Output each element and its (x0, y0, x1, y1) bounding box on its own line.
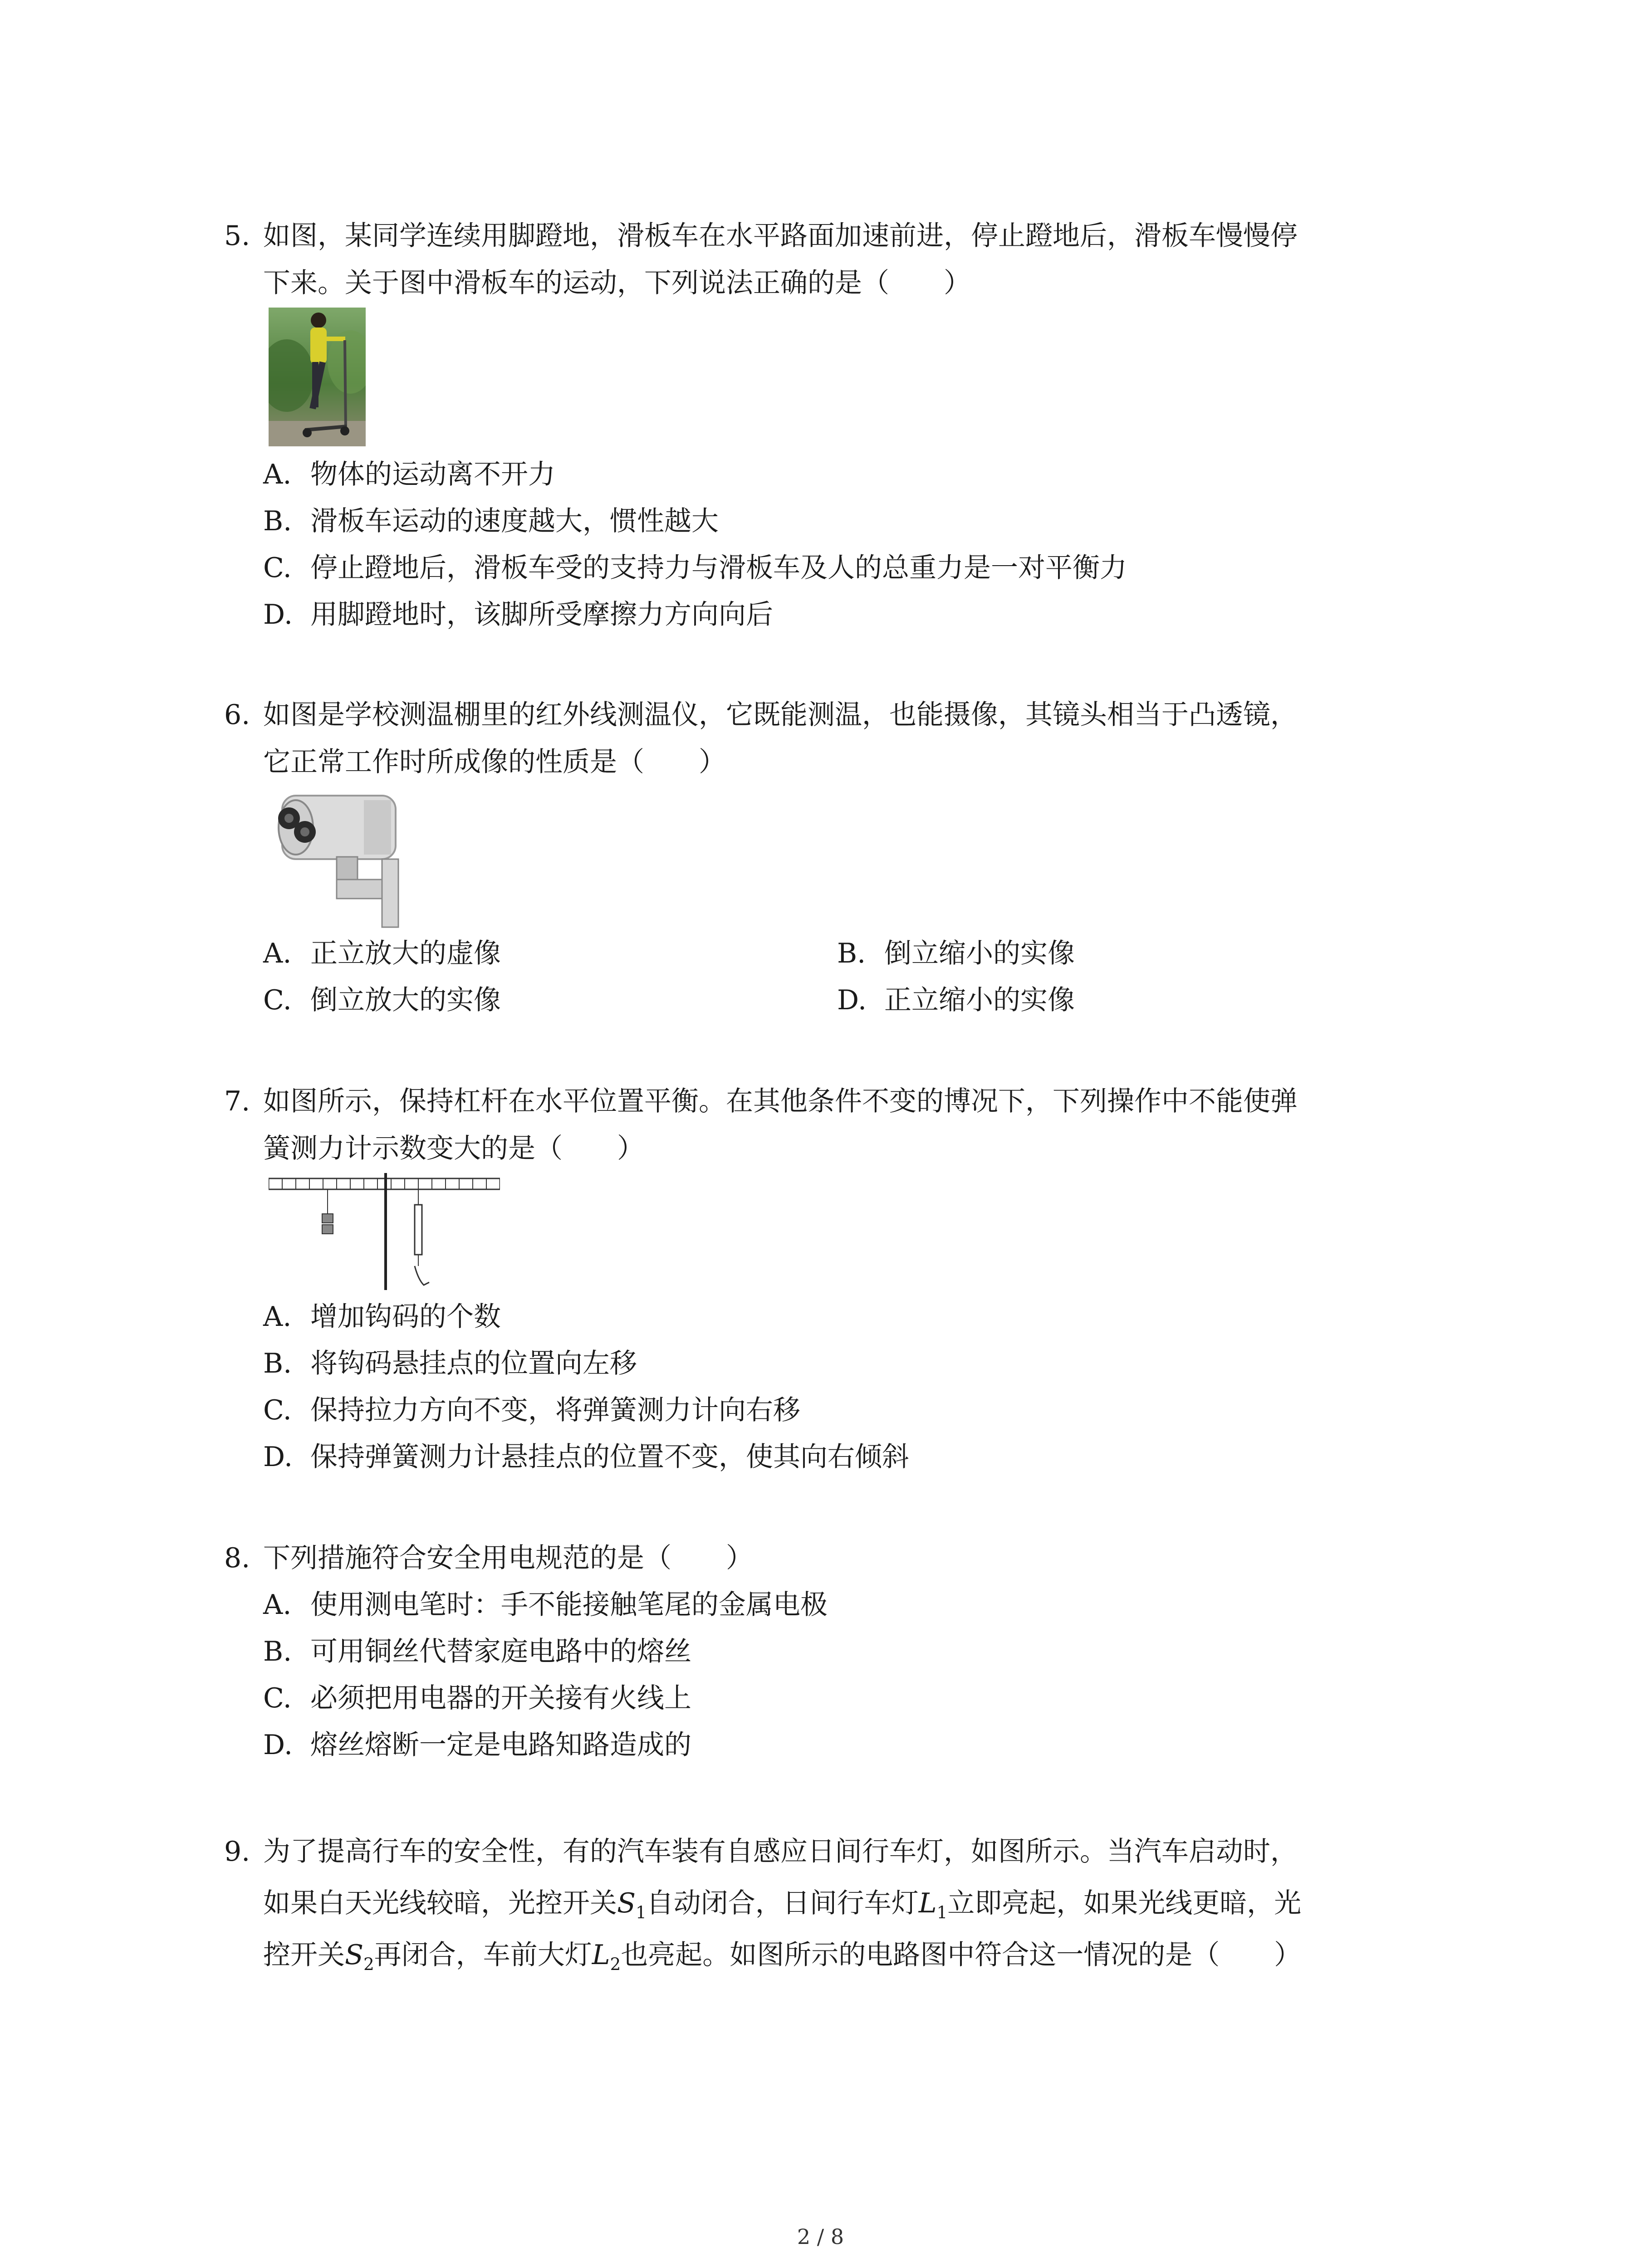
option-5d: D. 用脚蹬地时，该脚所受摩擦力方向向后 (263, 599, 773, 631)
question-7: 7. 如图所示，保持杠杆在水平位置平衡。在其他条件不变的博况下，下列操作中不能使弹 簧测力计示数变大的是（ ） (224, 1085, 1298, 1164)
option-6d: D. 正立缩小的实像 (837, 984, 1075, 1016)
option-6a: A. 正立放大的虚像 (263, 938, 501, 969)
question-9: 9. 为了提高行车的安全性，有的汽车装有自感应日间行车灯，如图所示。当汽车启动时， 如果白天光线较暗，光控开关$S_1$自动闭合，日间行车灯$L_1$立即亮起，如果光线更暗，光 控开关$S_2$再闭合，车前大灯$L_2$也亮起。如图所示的电路图中符合这一情况的是（ ） (224, 1826, 1449, 1981)
page-number: 2 / 8 (797, 2224, 844, 2249)
option-8d: D. 熔丝熔断一定是电路知路造成的 (263, 1729, 691, 1761)
option-6c: C. 倒立放大的实像 (263, 984, 501, 1016)
question-stem-cont: 如果白天光线较暗，光控开关$S_1$自动闭合，日间行车灯$L_1$立即亮起，如果光线更暗，光 (263, 1887, 1302, 1922)
question-stem: 如图，某同学连续用脚蹬地，滑板车在水平路面加速前进，停止蹬地后，滑板车慢慢停 (263, 220, 1298, 252)
option-8c: C. 必须把用电器的开关接有火线上 (263, 1682, 691, 1714)
option-7b: B. 将钩码悬挂点的位置向左移 (263, 1348, 637, 1379)
skateboard-boy-photo (269, 308, 366, 446)
infrared-camera-photo (269, 787, 405, 930)
option-7c: C. 保持拉力方向不变，将弹簧测力计向右移 (263, 1394, 800, 1426)
question-stem-cont: 控开关$S_2$再闭合，车前大灯$L_2$也亮起。如图所示的电路图中符合这一情况的是（ ） (263, 1939, 1302, 1974)
option-5b: B. 滑板车运动的速度越大，惯性越大 (263, 505, 719, 537)
question-stem-cont: 下来。关于图中滑板车的运动，下列说法正确的是（ ） (263, 267, 971, 299)
option-6b: B. 倒立缩小的实像 (837, 938, 1075, 969)
question-5 (224, 212, 1449, 307)
option-7a: A. 增加钩码的个数 (263, 1301, 501, 1333)
question-number: 5. (224, 220, 250, 252)
option-8a: A. 使用测电笔时：手不能接触笔尾的金属电极 (263, 1589, 828, 1621)
question-6: 6. 如图是学校测温棚里的红外线测温仪，它既能测温，也能摄像，其镜头相当于凸透镜， 它正常工作时所成像的性质是（ ） (224, 699, 1298, 778)
option-5c: C. 停止蹬地后，滑板车受的支持力与滑板车及人的总重力是一对平衡力 (263, 552, 1127, 584)
option-5a: A. 物体的运动离不开力 (263, 459, 555, 490)
lever-balance-diagram (269, 1173, 500, 1291)
option-7d: D. 保持弹簧测力计悬挂点的位置不变，使其向右倾斜 (263, 1441, 909, 1473)
question-8: 8. 下列措施符合安全用电规范的是（ ） (224, 1542, 753, 1574)
option-8b: B. 可用铜丝代替家庭电路中的熔丝 (263, 1636, 691, 1667)
